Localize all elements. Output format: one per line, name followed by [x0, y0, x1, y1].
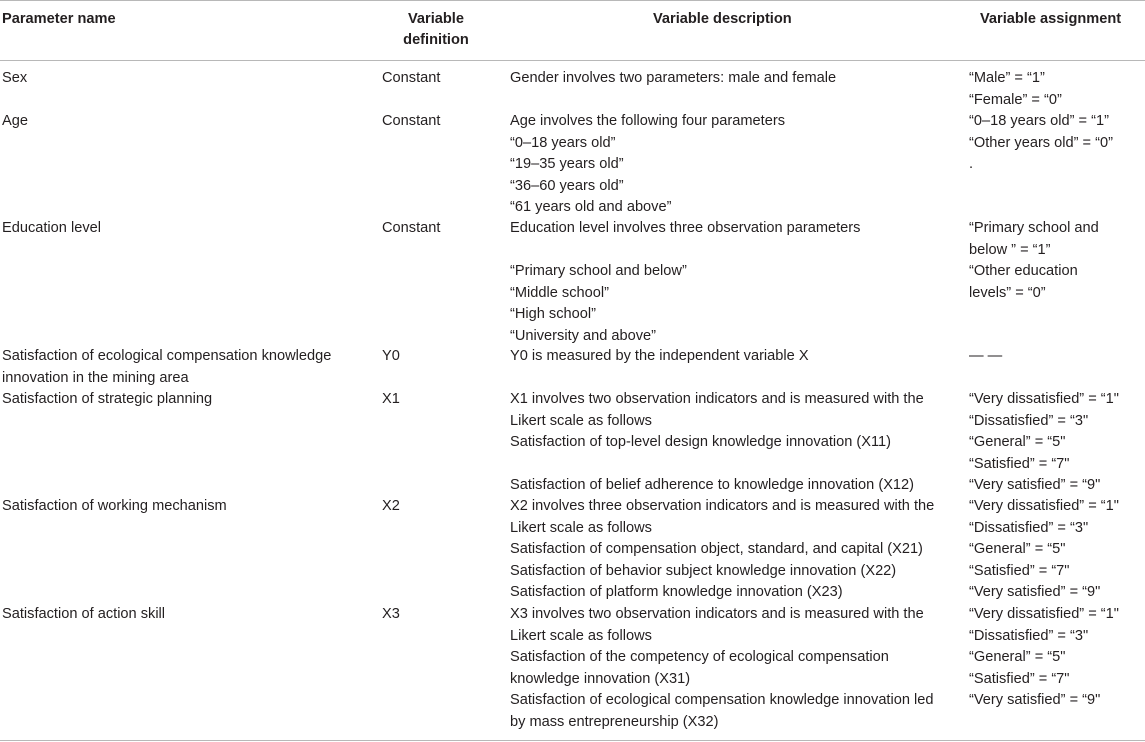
cell-line — [510, 454, 924, 476]
bottom-rule — [0, 740, 1145, 741]
cell-line: X3 involves two observation indicators and is measured with the — [510, 606, 924, 622]
header-variable-assignment: Variable assignment — [980, 11, 1122, 27]
top-rule — [0, 0, 1145, 1]
cell-line: “Other years old” = “0” — [969, 134, 1113, 151]
cell-variable-description — [510, 496, 934, 604]
cell-variable-description — [510, 218, 860, 347]
cell-line: Satisfaction of the competency of ecological compensation — [510, 649, 889, 665]
cell-line: “Primary school and below” — [510, 263, 687, 279]
cell-line: Likert scale as follows — [510, 412, 652, 429]
cell-line: “36–60 years old” — [510, 177, 624, 194]
cell-line: Y0 is measured by the independent variable X — [510, 348, 809, 364]
cell-line: X2 — [382, 498, 400, 514]
cell-line: “Very dissatisfied” = “1" — [969, 391, 1119, 407]
cell-variable-definition — [382, 111, 440, 133]
cell-line: below ” = “1” — [969, 241, 1051, 258]
cell-line: Satisfaction of ecological compensation knowledge innovation led — [510, 692, 934, 708]
cell-variable-definition — [382, 68, 440, 90]
cell-line: “Very satisfied” = “9" — [969, 692, 1101, 708]
cell-line: . — [969, 156, 974, 172]
cell-variable-description — [510, 346, 809, 368]
cell-variable-description — [510, 604, 934, 733]
cell-variable-assignment — [969, 346, 1002, 368]
cell-line: knowledge innovation (X31) — [510, 670, 691, 687]
cell-variable-description — [510, 68, 836, 90]
cell-line: Likert scale as follows — [510, 627, 652, 644]
cell-line: Satisfaction of action skill — [2, 606, 166, 622]
cell-line: Likert scale as follows — [510, 519, 652, 536]
cell-line: — — — [969, 348, 1003, 364]
cell-line: Age involves the following four parameters — [510, 113, 785, 129]
cell-line: Y0 — [382, 348, 400, 364]
cell-line: “Very dissatisfied” = “1" — [969, 498, 1119, 514]
cell-variable-definition — [382, 604, 400, 626]
cell-line: Age — [2, 113, 28, 129]
cell-line: “0–18 years old” = “1” — [969, 113, 1109, 129]
cell-variable-assignment — [969, 111, 1113, 176]
cell-line: Sex — [2, 70, 28, 86]
cell-line: “High school” — [510, 306, 596, 322]
cell-variable-definition — [382, 496, 400, 518]
cell-line: Gender involves two parameters: male and female — [510, 70, 837, 86]
cell-line: “Other education — [969, 263, 1078, 279]
cell-line: levels” = “0” — [969, 284, 1046, 301]
cell-line: Satisfaction of platform knowledge innovation (X23) — [510, 584, 843, 600]
cell-line: “0–18 years old” — [510, 134, 616, 151]
cell-line: “General” = “5" — [969, 541, 1066, 557]
cell-line: “61 years old and above” — [510, 199, 672, 215]
cell-parameter-name — [2, 496, 227, 518]
cell-line: X1 — [382, 391, 400, 407]
header-variable-description: Variable description — [653, 11, 792, 27]
cell-parameter-name — [2, 346, 331, 389]
cell-variable-definition — [382, 389, 400, 411]
cell-line: Satisfaction of belief adherence to knowledge innovation (X12) — [510, 477, 915, 493]
cell-line: X1 involves two observation indicators and is measured with the — [510, 391, 924, 407]
cell-line: “Dissatisfied” = “3" — [969, 519, 1089, 536]
header-rule — [0, 60, 1145, 61]
cell-parameter-name — [2, 111, 28, 133]
cell-line: X2 involves three observation indicators and is measured with the — [510, 498, 935, 514]
cell-variable-assignment — [969, 218, 1099, 304]
cell-line: Satisfaction of top-level design knowledge innovation (X11) — [510, 434, 892, 450]
cell-variable-assignment — [969, 604, 1119, 712]
cell-line: “Very satisfied” = “9" — [969, 584, 1101, 600]
cell-line: Constant — [382, 70, 441, 86]
cell-line: Satisfaction of strategic planning — [2, 391, 213, 407]
cell-line: “Dissatisfied” = “3" — [969, 627, 1089, 644]
header-variable-definition: Variable definition — [403, 11, 469, 48]
cell-line: “Male” = “1” — [969, 70, 1045, 86]
cell-line: “Satisfied” = “7" — [969, 455, 1070, 472]
cell-variable-description — [510, 111, 785, 219]
cell-line: “Dissatisfied” = “3" — [969, 412, 1089, 429]
cell-line: X3 — [382, 606, 400, 622]
cell-variable-assignment — [969, 389, 1119, 497]
cell-line: Constant — [382, 220, 441, 236]
cell-variable-assignment — [969, 68, 1062, 111]
cell-line: “Primary school and — [969, 220, 1099, 236]
cell-variable-definition — [382, 218, 440, 240]
cell-line: Satisfaction of compensation object, standard, and capital (X21) — [510, 541, 923, 557]
cell-line: innovation in the mining area — [2, 369, 189, 386]
cell-line: “General” = “5" — [969, 434, 1066, 450]
cell-parameter-name — [2, 218, 101, 240]
cell-line: Satisfaction of ecological compensation knowledge — [2, 348, 332, 364]
cell-line: “Satisfied” = “7" — [969, 670, 1070, 687]
cell-line: Education level — [2, 220, 101, 236]
cell-line: by mass entrepreneurship (X32) — [510, 713, 719, 730]
cell-parameter-name — [2, 68, 27, 90]
cell-line: “Very satisfied” = “9" — [969, 477, 1101, 493]
cell-line — [510, 240, 860, 262]
cell-line: “Female” = “0” — [969, 91, 1062, 108]
cell-line: “University and above” — [510, 327, 657, 344]
cell-line: “Very dissatisfied” = “1" — [969, 606, 1119, 622]
cell-parameter-name — [2, 389, 212, 411]
cell-line: “Middle school” — [510, 284, 609, 301]
cell-line: Satisfaction of behavior subject knowledge innovation (X22) — [510, 562, 897, 579]
cell-parameter-name — [2, 604, 165, 626]
cell-line: “Satisfied” = “7" — [969, 562, 1070, 579]
cell-variable-description — [510, 389, 924, 497]
header-parameter-name: Parameter name — [2, 11, 116, 27]
cell-line: Satisfaction of working mechanism — [2, 498, 227, 514]
cell-line: “General” = “5" — [969, 649, 1066, 665]
cell-variable-assignment — [969, 496, 1119, 604]
cell-line: Education level involves three observation parameters — [510, 220, 861, 236]
cell-variable-definition — [382, 346, 400, 368]
cell-line: “19–35 years old” — [510, 156, 624, 172]
cell-line: Constant — [382, 113, 441, 129]
